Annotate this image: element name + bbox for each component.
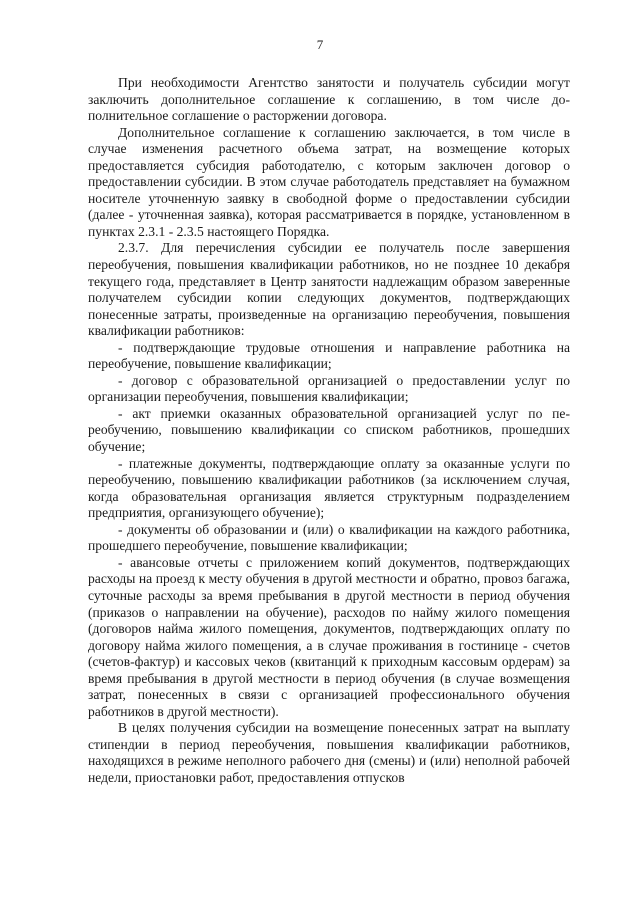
paragraph-clause-2-3-7: 2.3.7. Для перечисления субсидии ее получатель после завершения переобучения, повышения квалификации работников, но не позднее 10 декабря текущего года, представляет в Центр занятости надлежащим образом заверенные получателем субсидии копии следующих документов, подтверждающих понесенные затраты, произведенные на организацию переобучения, повышения квалификации работников: bbox=[88, 240, 570, 339]
list-item-payment-documents: - платежные документы, подтверждающие оплату за оказанные услуги по переобучению, повышению квалификации работников (за исключением случая, когда образовательная организация является структурным подразделением предприятия, организующего обучение); bbox=[88, 455, 570, 521]
page-number: 7 bbox=[316, 37, 324, 52]
list-item-education-contract: - договор с образовательной организацией о предоставлении услуг по организации переобучения, повышения квалификации; bbox=[88, 372, 570, 405]
list-item-qualification-documents: - документы об образовании и (или) о квалификации на каждого работника, прошедшего переобучение, повышение квалификации; bbox=[88, 521, 570, 554]
paragraph-stipend-subsidy: В целях получения субсидии на возмещение понесенных затрат на выплату стипендии в период переобучения, повышения квалификации работников, находящихся в режиме неполного рабочего дня (смены) и (или) неполной рабочей недели, приостановки работ, предоставления отпусков bbox=[88, 720, 570, 785]
list-item-advance-reports: - авансовые отчеты с приложением копий документов, подтверждающих расходы на проезд к месту обучения в другой местности и обратно, провоз багажа, суточные расходы за время пребывания в другой местности в период обучения (приказов о направлении на обучение), расходов по найму жилого помещения (договоров найма жилого помещения, документов, подтверждающих оплату по договору найма жилого помещения, а в случае проживания в гостинице - счетов (счетов-фактур) и кассовых чеков (квитанций к приходным кассовым ордерам) за время пребывания в другой местности в период обучения (в случае возмещения затрат, понесенных в связи с организацией профессионального обучения работников в другой местности). bbox=[88, 554, 570, 719]
paragraph-additional-agreement-possibility: При необходимости Агентство занятости и получатель субсидии могут заключить дополнительное соглашение к соглашению, в том числе дополнительное соглашение о расторжении договора. bbox=[88, 75, 570, 124]
paragraph-additional-agreement-conclusion: Дополнительное соглашение к соглашению заключается, в том числе в случае изменения расчетного объема затрат, на возмещение которых предоставляется субсидия работодателю, с которым заключен договор о предоставлении субсидии. В этом случае работодатель представляет на бумажном носителе уточненную заявку в свободной форме о предоставлении субсидии (далее - уточненная заявка), которая рассматривается в порядке, установленном в пунктах 2.3.1 - 2.3.5 настоящего Порядка. bbox=[88, 124, 570, 239]
list-item-acceptance-act: - акт приемки оказанных образовательной организацией услуг по переобучению, повышению квалификации со списком работников, прошедших обучение; bbox=[88, 405, 570, 455]
body-text bbox=[88, 75, 570, 787]
list-item-employment-documents: - подтверждающие трудовые отношения и направление работника на переобучение, повышение квалификации; bbox=[88, 339, 570, 372]
